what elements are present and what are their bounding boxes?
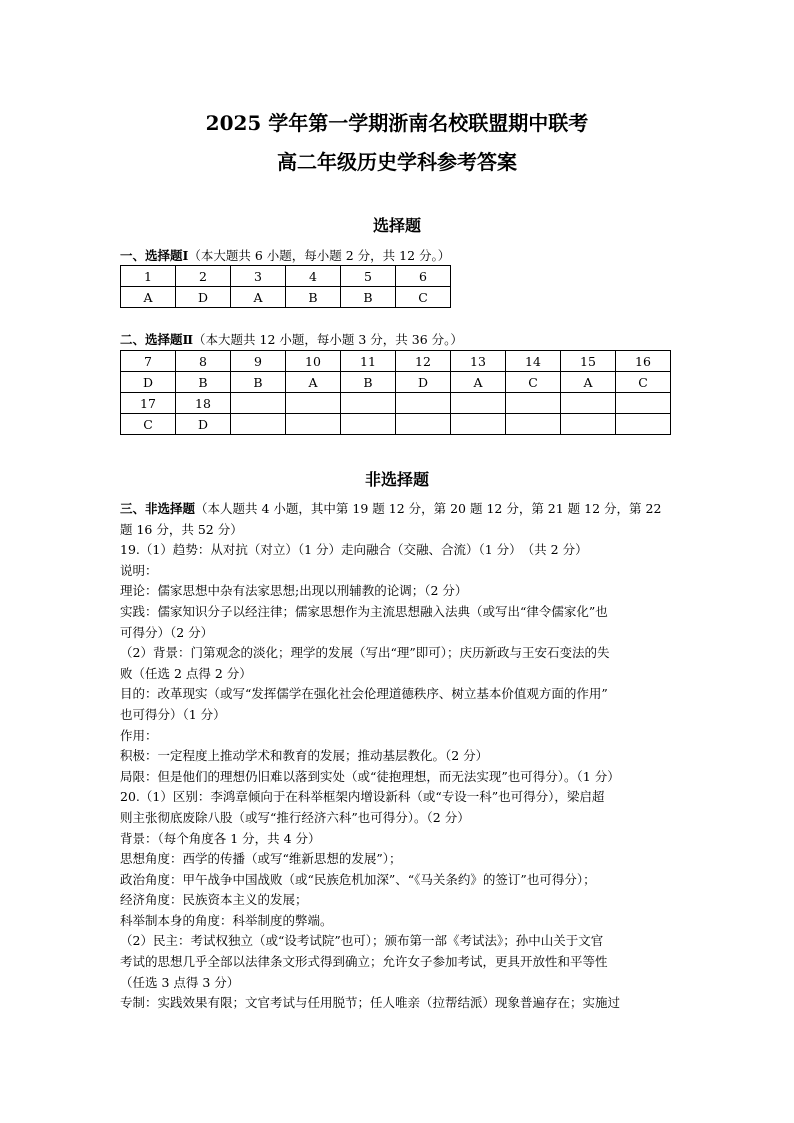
table-row (121, 393, 671, 414)
answer-line: 积极：一定程度上推动学术和教育的发展；推动基层教化。（2 分） (120, 748, 489, 764)
table-cell: 13 (451, 351, 506, 372)
table-cell: 3 (231, 266, 286, 287)
answer-line: 理论：儒家思想中杂有法家思想;出现以刑辅教的论调；（2 分） (120, 583, 468, 599)
table-cell: 1 (121, 266, 176, 287)
table-cell: D (176, 414, 231, 435)
answer-line: 败（任选 2 点得 2 分） (120, 665, 252, 681)
answer-line: （任选 3 点得 3 分） (120, 974, 240, 990)
answer-line: 思想角度：西学的传播（或写“维新思想的发展”）； (120, 851, 402, 867)
table-cell: 16 (616, 351, 671, 372)
table-cell: 9 (231, 351, 286, 372)
table-cell: 8 (176, 351, 231, 372)
answer-line: 考试的思想几乎全部以法律条文形式得到确立；允许女子参加考试，更具开放性和平等性 (120, 954, 608, 970)
document-subtitle: 高二年级历史学科参考答案 (277, 150, 517, 174)
intro-label: 三、非选择题 (120, 501, 196, 516)
table-cell: C (396, 287, 451, 308)
table-cell: 15 (561, 351, 616, 372)
table-cell (616, 393, 671, 414)
intro-line (120, 499, 676, 520)
answer-line: 政治角度：甲午战争中国战败（或“民族危机加深”、“《马关条约》的签订”也可得分）； (120, 871, 596, 887)
table-cell: 14 (506, 351, 561, 372)
table-cell: D (396, 372, 451, 393)
table-cell: B (176, 372, 231, 393)
table-cell: 12 (396, 351, 451, 372)
answer-line: 作用： (120, 727, 158, 743)
table-cell (231, 414, 286, 435)
table-cell (451, 414, 506, 435)
table-row (121, 287, 451, 308)
answer-line: 背景：（每个角度各 1 分，共 4 分） (120, 830, 321, 846)
choice-heading: 选择题 (372, 216, 421, 235)
part1-label: 一、选择题Ⅰ (120, 248, 189, 263)
table-cell: 11 (341, 351, 396, 372)
answer-line: 实践：儒家知识分子以经注律；儒家思想作为主流思想融入法典（或写出“律令儒家化”也 (120, 603, 608, 619)
table-cell (561, 414, 616, 435)
part1-caption (120, 246, 450, 264)
part2-desc: （本大题共 12 小题，每小题 3 分，共 36 分。） (193, 332, 463, 347)
part2-caption (120, 330, 463, 348)
answer-line: 目的：改革现实（或写“发挥儒学在强化社会伦理道德秩序、树立基本价值观方面的作用” (120, 686, 608, 702)
answer-line: （2）背景：门第观念的淡化；理学的发展（写出“理”即可）；庆历新政与王安石变法的失 (120, 645, 610, 661)
document-title: 2025 学年第一学期浙南名校联盟期中联考 (205, 111, 589, 135)
table-cell (341, 414, 396, 435)
table-cell: B (341, 372, 396, 393)
part1-answer-table (120, 265, 451, 308)
answer-line: （2）民主：考试权独立（或“设考试院”也可）；颁布第一部《考试法》；孙中山关于文官 (120, 933, 604, 949)
table-cell: A (231, 287, 286, 308)
table-cell (396, 414, 451, 435)
answer-line: 专制：实践效果有限；文官考试与任用脱节；任人唯亲（拉帮结派）现象普遍存在；实施过 (120, 995, 621, 1011)
table-cell (561, 393, 616, 414)
table-cell: 2 (176, 266, 231, 287)
answer-line: 可得分）（2 分） (120, 624, 214, 640)
table-row (121, 266, 451, 287)
table-cell (506, 414, 561, 435)
table-cell: A (286, 372, 341, 393)
table-cell (286, 393, 341, 414)
nonchoice-heading: 非选择题 (364, 470, 429, 489)
table-cell (506, 393, 561, 414)
answer-line: 科举制本身的角度：科举制度的弊端。 (120, 912, 333, 928)
table-cell (231, 393, 286, 414)
table-cell: 5 (341, 266, 396, 287)
table-row (121, 372, 671, 393)
answer-body (120, 499, 676, 1014)
table-cell (396, 393, 451, 414)
table-row (121, 351, 671, 372)
intro-line-2: 题 16 分，共 52 分） (120, 521, 243, 537)
table-cell: 10 (286, 351, 341, 372)
table-cell: C (616, 372, 671, 393)
table-cell: D (176, 287, 231, 308)
table-cell: A (121, 287, 176, 308)
answer-line: 20.（1）区别：李鸿章倾向于在科举框架内增设新科（或“专设一科”也可得分），梁启超 (120, 789, 605, 805)
table-cell: 7 (121, 351, 176, 372)
answer-line: 则主张彻底废除八股（或写“推行经济六科”也可得分）。（2 分） (120, 809, 470, 825)
part2-answer-table (120, 350, 671, 435)
table-cell: B (286, 287, 341, 308)
table-cell: 17 (121, 393, 176, 414)
intro-text: （本人题共 4 小题，其中第 19 题 12 分，第 20 题 12 分，第 21 题 12 分，第 22 (195, 501, 662, 516)
answer-line: 也可得分）（1 分） (120, 706, 226, 722)
table-cell (616, 414, 671, 435)
table-cell (451, 393, 506, 414)
table-cell: B (231, 372, 286, 393)
answer-line: 说明： (120, 562, 158, 578)
table-cell: C (506, 372, 561, 393)
table-cell: B (341, 287, 396, 308)
table-cell (341, 393, 396, 414)
table-cell: C (121, 414, 176, 435)
part2-label: 二、选择题Ⅱ (120, 332, 194, 347)
table-cell: 18 (176, 393, 231, 414)
table-cell: D (121, 372, 176, 393)
table-cell: 4 (286, 266, 341, 287)
part1-desc: （本大题共 6 小题，每小题 2 分，共 12 分。） (188, 248, 451, 263)
table-cell (286, 414, 341, 435)
answer-line: 19.（1）趋势：从对抗（对立）（1 分）走向融合（交融、合流）（1 分） （共 2 分） (120, 542, 588, 558)
answer-line: 局限：但是他们的理想仍旧难以落到实处（或“徒抱理想，而无法实现”也可得分）。（1 分） (120, 768, 620, 784)
table-cell: A (451, 372, 506, 393)
answer-line: 经济角度：民族资本主义的发展； (120, 892, 308, 908)
table-cell: A (561, 372, 616, 393)
table-row (121, 414, 671, 435)
table-cell: 6 (396, 266, 451, 287)
